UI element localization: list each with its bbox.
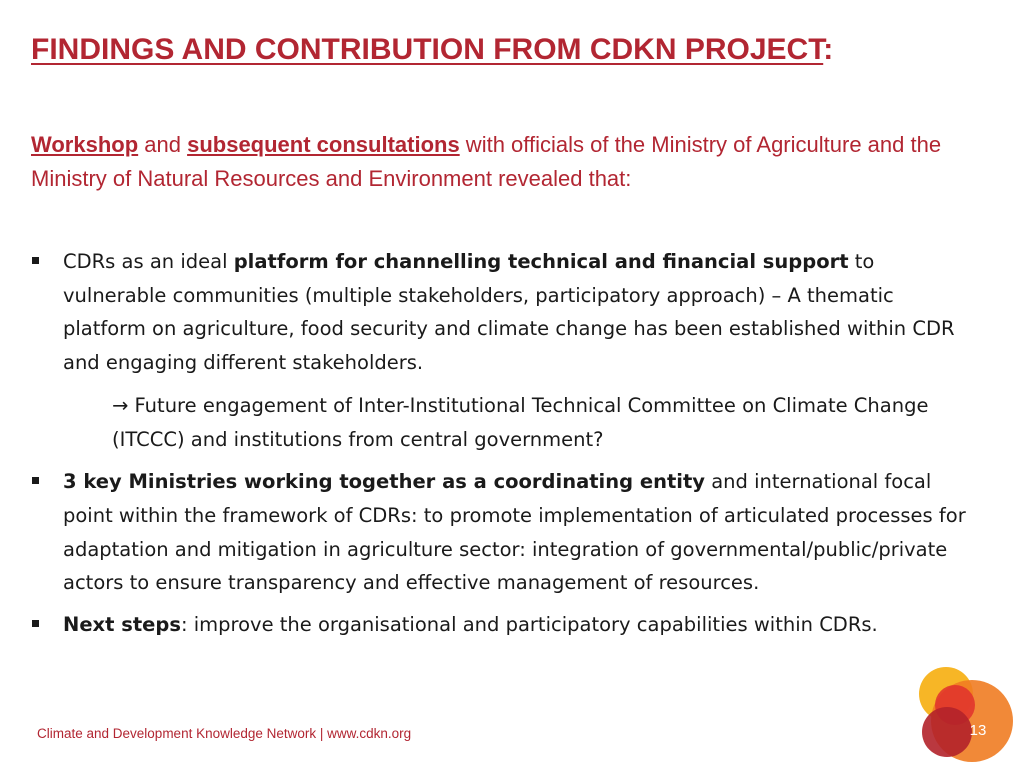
bullet-1-bold: platform for channelling technical and financial support xyxy=(233,250,849,273)
bullet-1-pre: CDRs as an ideal xyxy=(63,250,234,273)
bullet-item-next-steps xyxy=(31,608,981,642)
bullet-3-post: : improve the organisational and participatory capabilities within CDRs. xyxy=(180,613,878,637)
page-number: 13 xyxy=(969,722,987,739)
intro-keyword-consultations: subsequent consultations xyxy=(187,132,460,157)
footer-text: Climate and Development Knowledge Network | www.cdkn.org xyxy=(37,726,412,741)
intro-keyword-workshop: Workshop xyxy=(31,132,139,157)
square-bullet-icon xyxy=(32,620,39,627)
square-bullet-icon xyxy=(32,477,39,484)
bullet-1-post: to vulnerable communities (multiple stakeholders, participatory approach) – A thematic platform on agriculture, food security and climate change has been established within CDR and engaging different stakeholders. xyxy=(63,250,955,375)
slide-title-text: FINDINGS AND CONTRIBUTION FROM CDKN PROJECT xyxy=(31,33,824,66)
slide-title-colon: : xyxy=(823,33,834,66)
bullet-item-platform xyxy=(31,245,981,380)
cdkn-circles-logo xyxy=(900,660,1024,768)
intro-paragraph xyxy=(31,128,991,196)
findings-list xyxy=(31,245,981,642)
bullet-2-post: and international focal point within the framework of CDRs: to promote implementation of articulated processes for adaptation and mitigation in agriculture sector: integration of governmental/public/private actors to ensure transparency and effective management of resources. xyxy=(63,470,966,595)
sub-point-itccc: → Future engagement of Inter-Institutional Technical Committee on Climate Change (ITCCC) and institutions from central government? xyxy=(112,393,929,451)
bullet-3-bold: Next steps xyxy=(63,613,181,637)
intro-text-2: with officials of the Ministry of Agriculture and the Ministry of Natural Resources and Environment revealed that: xyxy=(31,132,942,191)
bullet-2-bold: 3 key Ministries working together as a coordinating entity xyxy=(63,470,706,494)
square-bullet-icon xyxy=(32,257,39,264)
slide-title xyxy=(31,33,833,67)
bullet-item-ministries xyxy=(31,465,981,600)
intro-text-1: and xyxy=(138,132,188,157)
